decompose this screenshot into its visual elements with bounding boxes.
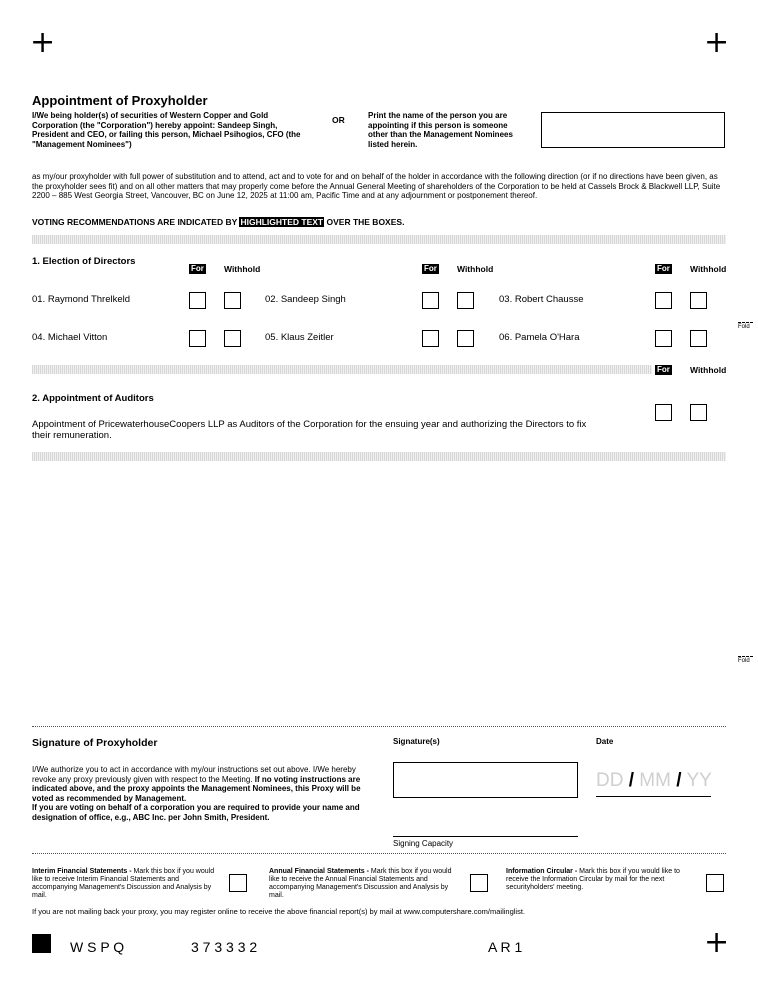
director-6-withhold-checkbox[interactable] — [690, 330, 707, 347]
for-header-auditors: For — [657, 365, 670, 374]
dotted-divider — [32, 853, 726, 854]
director-name: 02. Sandeep Singh — [265, 294, 346, 305]
director-2-withhold-checkbox[interactable] — [457, 292, 474, 309]
director-1-withhold-checkbox[interactable] — [224, 292, 241, 309]
annual-statements-checkbox[interactable] — [470, 874, 488, 892]
director-6-for-checkbox[interactable] — [655, 330, 672, 347]
voting-rec-after: OVER THE BOXES. — [326, 217, 405, 227]
barcode-square — [32, 934, 51, 953]
date-label: Date — [596, 737, 614, 746]
registration-mark-bottom-right: + — [704, 925, 730, 960]
director-name: 03. Robert Chausse — [499, 294, 584, 305]
voting-recommendation-note — [32, 217, 404, 227]
election-title: 1. Election of Directors — [32, 256, 136, 267]
date-underline — [596, 796, 711, 797]
director-name: 01. Raymond Threlkeld — [32, 294, 131, 305]
withhold-header-3: Withhold — [690, 264, 727, 274]
footer-code-ar: A R 1 — [488, 939, 523, 955]
interim-statements-checkbox[interactable] — [229, 874, 247, 892]
for-header-3: For — [657, 264, 670, 273]
for-header-1: For — [191, 264, 204, 273]
interim-statements-text — [32, 868, 222, 900]
annual-desc: Mark this box if you would like to receive the Annual Financial Statements and accompanying Management's Discussion and Analysis by mail. — [269, 868, 452, 899]
online-register-note: If you are not mailing back your proxy, you may register online to receive the above financial report(s) by mail at www.computershare.com/mailinglist. — [32, 907, 525, 916]
date-dd: DD — [596, 770, 624, 791]
info-circular-text — [506, 868, 691, 892]
signature-para1-bold: If no voting instructions are indicated above, and the proxy appoints the Management Nominees, this Proxy will be voted as recommended by Management. — [32, 774, 361, 803]
dotted-divider — [32, 726, 726, 727]
for-header-2: For — [424, 264, 437, 273]
section-divider — [32, 235, 726, 244]
proxyholder-name-input[interactable] — [541, 112, 725, 148]
signature-title: Signature of Proxyholder — [32, 737, 158, 749]
signature-instructions — [32, 765, 370, 822]
date-separator: / — [628, 770, 635, 791]
director-4-for-checkbox[interactable] — [189, 330, 206, 347]
auditors-title: 2. Appointment of Auditors — [32, 393, 154, 404]
circular-bold: Information Circular - — [506, 868, 578, 875]
date-yy: YY — [686, 770, 712, 791]
signature-input[interactable] — [393, 762, 578, 798]
withhold-header-2: Withhold — [457, 264, 494, 274]
director-5-withhold-checkbox[interactable] — [457, 330, 474, 347]
registration-mark-top-left: + — [30, 25, 56, 60]
info-circular-checkbox[interactable] — [706, 874, 724, 892]
section-divider — [32, 452, 726, 461]
circular-desc: Mark this box if you would like to receive the Information Circular by mail for the next securityholders' meeting. — [506, 868, 680, 891]
director-1-for-checkbox[interactable] — [189, 292, 206, 309]
director-2-for-checkbox[interactable] — [422, 292, 439, 309]
director-name: 06. Pamela O'Hara — [499, 332, 580, 343]
director-4-withhold-checkbox[interactable] — [224, 330, 241, 347]
auditors-for-checkbox[interactable] — [655, 404, 672, 421]
print-name-text: Print the name of the person you are appointing if this person is someone other than the Management Nominees listed herein. — [368, 111, 513, 149]
signing-capacity-label: Signing Capacity — [393, 839, 454, 848]
fold-mark: Fold — [738, 656, 753, 664]
director-5-for-checkbox[interactable] — [422, 330, 439, 347]
date-separator: / — [676, 770, 682, 791]
proxy-paragraph: as my/our proxyholder with full power of substitution and to attend, act and to vote for and on behalf of the holder in accordance with the following direction (or if no directions have been given, as the proxyholder sees fit) and on all other matters that may properly come before the Annual General Meeting of shareholders of the Corporation to be held at Cassels Brock & Blackwell LLP, Suite 2200 – 885 West Georgia Street, Vancouver, BC on June 12, 2025 at 11:00 am, Pacific Time and at any adjournment or postponement thereof. — [32, 172, 721, 200]
signature-label: Signature(s) — [393, 737, 440, 746]
footer-code-wspq: W S P Q — [70, 939, 125, 955]
voting-rec-before: VOTING RECOMMENDATIONS ARE INDICATED BY — [32, 217, 238, 227]
signature-para1: I/We authorize you to act in accordance with my/our instructions set out above. I/We hereby revoke any proxy previously given with respect to the Meeting. — [32, 765, 356, 784]
director-name: 05. Klaus Zeitler — [265, 332, 334, 343]
auditors-text: Appointment of PricewaterhouseCoopers LLP as Auditors of the Corporation for the ensuing year and authorizing the Directors to fix their remuneration. — [32, 419, 587, 441]
date-input[interactable] — [596, 770, 712, 792]
withhold-header-auditors: Withhold — [690, 365, 727, 375]
interim-bold: Interim Financial Statements - — [32, 868, 132, 875]
appoint-text: I/We being holder(s) of securities of Western Copper and Gold Corporation (the "Corporation") hereby appoint: Sandeep Singh, President and CEO, or failing this person, Michael Psihogios, CFO (the "Management Nominees") — [32, 111, 301, 149]
or-label: OR — [332, 115, 345, 125]
interim-desc: Mark this box if you would like to receive Interim Financial Statements and accompanying Management's Discussion and Analysis by mail. — [32, 868, 215, 899]
page-title: Appointment of Proxyholder — [32, 93, 208, 108]
signing-capacity-line[interactable] — [393, 836, 578, 837]
director-name: 04. Michael Vitton — [32, 332, 108, 343]
fold-mark: Fold — [738, 322, 753, 330]
director-3-withhold-checkbox[interactable] — [690, 292, 707, 309]
director-3-for-checkbox[interactable] — [655, 292, 672, 309]
section-divider — [32, 365, 652, 374]
annual-bold: Annual Financial Statements - — [269, 868, 369, 875]
registration-mark-top-right: + — [704, 25, 730, 60]
withhold-header-1: Withhold — [224, 264, 261, 274]
footer-code-number: 3 7 3 3 3 2 — [191, 939, 258, 955]
signature-para2-bold: If you are voting on behalf of a corporation you are required to provide your name and designation of office, e.g., ABC Inc. per John Smith, President. — [32, 803, 360, 822]
highlighted-text-label: HIGHLIGHTED TEXT — [240, 217, 324, 227]
date-mm: MM — [639, 770, 671, 791]
annual-statements-text — [269, 868, 459, 900]
auditors-withhold-checkbox[interactable] — [690, 404, 707, 421]
